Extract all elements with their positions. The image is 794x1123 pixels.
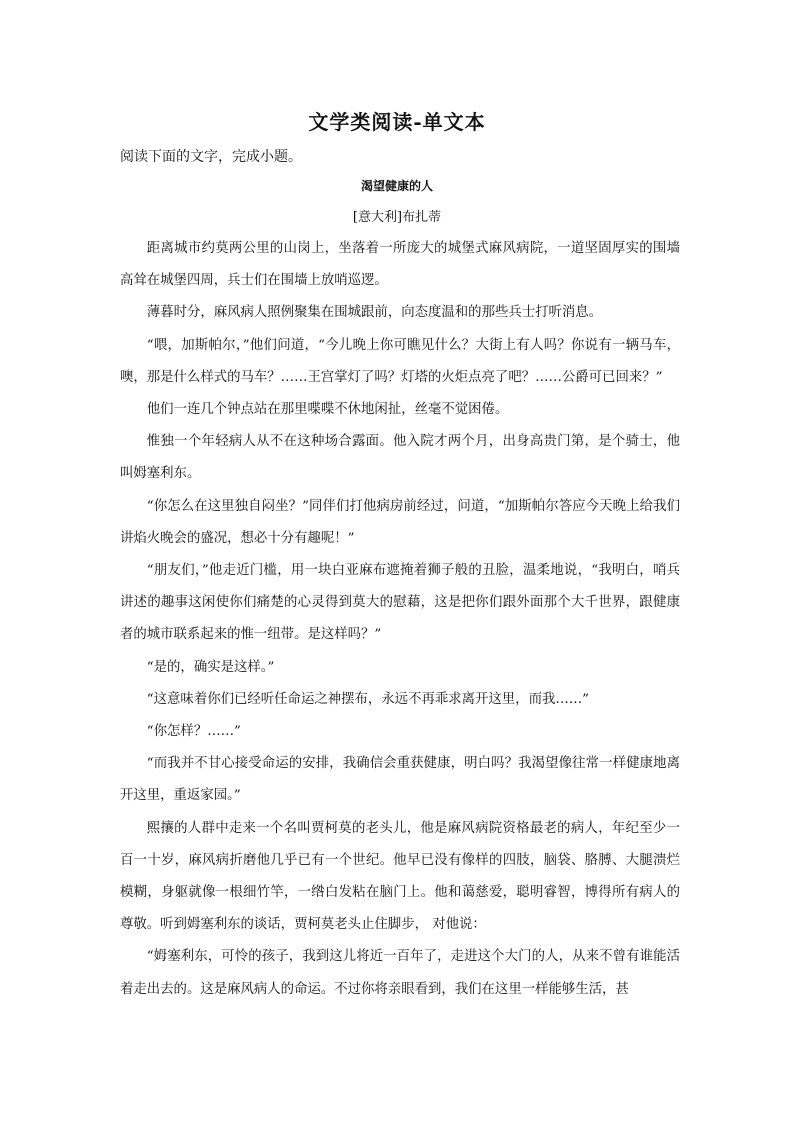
story-body — [120, 233, 680, 1006]
document-title: 文学类阅读-单文本 — [308, 110, 486, 134]
paragraph: “你怎么在这里独自闷坐？”同伴们打他病房前经过，问道，“加斯帕尔答应今天晚上给我们讲焰火晚会的盛况，想必十分有趣呢！” — [120, 498, 680, 546]
paragraph: “姆塞利东，可怜的孩子，我到这儿将近一百年了，走进这个大门的人，从来不曾有谁能活着走出去的。这是麻风病人的命运。不过你将亲眼看到，我们在这里一样能够生活，甚 — [120, 949, 680, 997]
paragraph: “而我并不甘心接受命运的安排，我确信会重获健康，明白吗？我渴望像往常一样健康地离开这里，重返家园。” — [120, 756, 680, 804]
paragraph: “朋友们，”他走近门槛，用一块白亚麻布遮掩着狮子般的丑脸，温柔地说，“我明白，哨兵讲述的趣事这闲使你们痛楚的心灵得到莫大的慰藉，这是把你们跟外面那个大千世界，跟健康者的城市联系起来的惟一纽带。是这样吗？” — [120, 563, 680, 643]
paragraph: “是的，确实是这样。” — [146, 659, 275, 675]
paragraph: 距离城市约莫两公里的山岗上，坐落着一所庞大的城堡式麻风病院，一道坚固厚实的围墙高耸在城堡四周，兵士们在围墙上放哨巡逻。 — [120, 241, 680, 289]
paragraph: 惟独一个年轻病人从不在这种场合露面。他入院才两个月，出身高贵门第，是个骑士，他叫姆塞利东。 — [120, 434, 680, 482]
paragraph: “你怎样？……” — [146, 724, 241, 740]
paragraph: “这意味着你们已经听任命运之神摆布，永远不再乖求离开这里，而我……” — [146, 691, 589, 707]
paragraph: 薄暮时分，麻风病人照例聚集在围城跟前，向态度温和的那些兵士打听消息。 — [146, 305, 603, 321]
paragraph: 他们一连几个钟点站在那里喋喋不休地闲扯，丝毫不觉困倦。 — [146, 402, 509, 418]
reading-instruction: 阅读下面的文字，完成小题。 — [120, 149, 302, 165]
paragraph: 熙攘的人群中走来一个名叫贾柯莫的老头儿，他是麻风病院资格最老的病人，年纪至少一百一十岁，麻风病折磨他几乎已有一个世纪。他早已没有像样的四肢，脑袋、胳膊、大腿溃烂模糊，身躯就像一根细竹竿，一绺白发粘在脑门上。他和蔼慈爱，聪明睿智，博得所有病人的尊敬。听到姆塞利东的谈话，贾柯莫老头止住脚步， 对他说： — [120, 820, 680, 933]
story-author: [意大利]布扎蒂 — [352, 210, 442, 225]
paragraph: “喂，加斯帕尔，”他们问道，“今儿晚上你可瞧见什么？大街上有人吗？你说有一辆马车，噢，那是什么样式的马车？……王宫掌灯了吗？灯塔的火炬点亮了吧？……公爵可已回来？” — [120, 337, 680, 385]
story-title: 渴望健康的人 — [360, 179, 433, 193]
